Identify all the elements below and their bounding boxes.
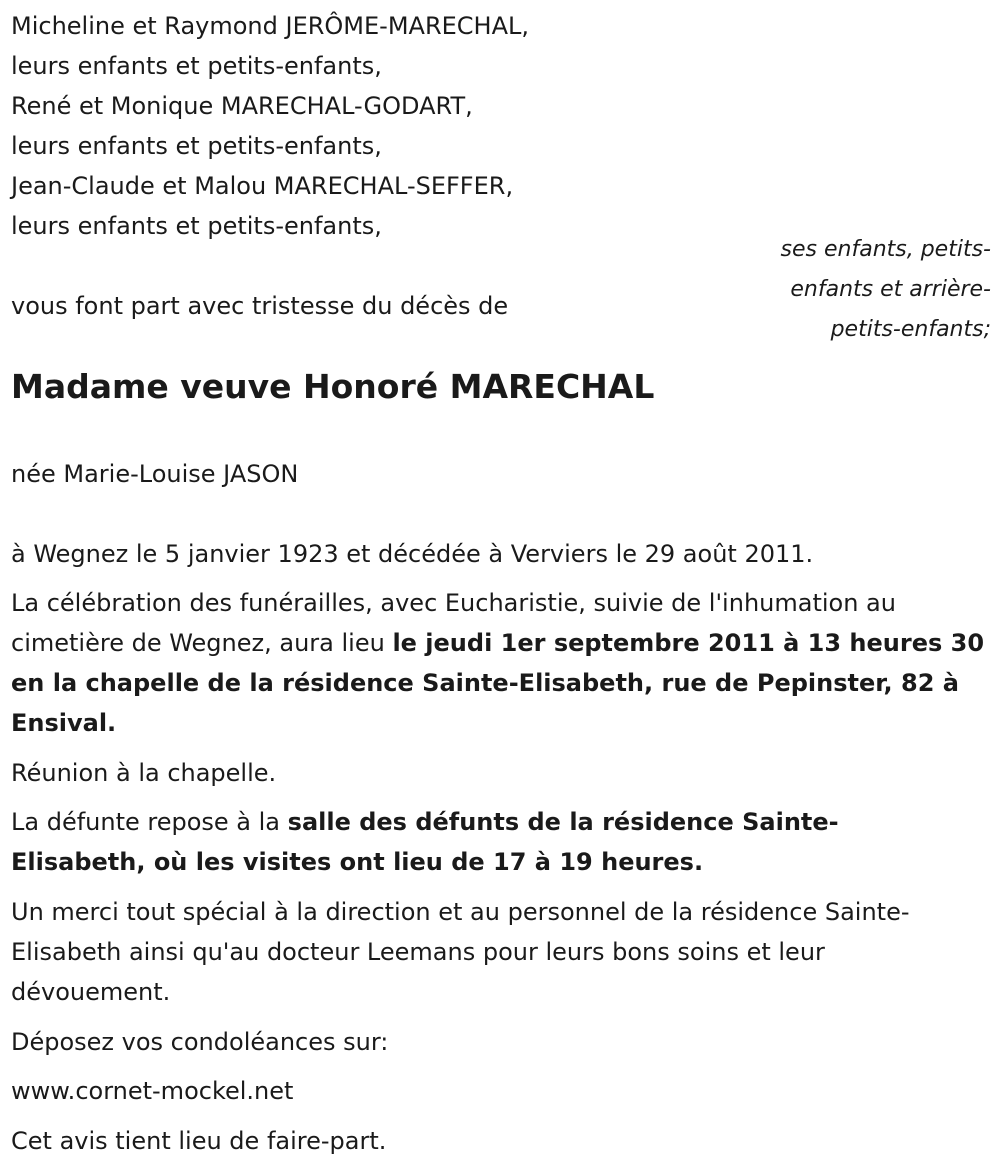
thanks-paragraph: Un merci tout spécial à la direction et au personnel de la résidence Sainte-Elisabeth ainsi qu'au docteur Leemans pour leurs bons soins et leur dévouement. (11, 898, 910, 1006)
family-line-6: leurs enfants et petits-enfants, (11, 212, 382, 240)
announcement-text: vous font part avec tristesse du décès de (11, 292, 509, 320)
reunion-text: Réunion à la chapelle. (11, 759, 277, 787)
closing-note: Cet avis tient lieu de faire-part. (11, 1127, 387, 1155)
family-line-2: leurs enfants et petits-enfants, (11, 52, 382, 80)
rest-paragraph (11, 802, 931, 882)
side-note-descendants: ses enfants, petits- enfants et arrière- petits-enfants; (780, 237, 991, 342)
condolences-website[interactable]: www.cornet-mockel.net (11, 1077, 294, 1105)
family-line-1: Micheline et Raymond JERÔME-MARECHAL, (11, 12, 530, 40)
family-line-3: René et Monique MARECHAL-GODART, (11, 92, 473, 120)
deceased-name: Madame veuve Honoré MARECHAL (11, 367, 655, 406)
rest-location: salle des défunts de la résidence Sainte-Elisabeth, où les visites ont lieu de 17 à 19 heures. (11, 808, 839, 876)
rest-intro: La défunte repose à la (11, 808, 288, 836)
funeral-intro: La célébration des funérailles, avec Eucharistie, suivie de l'inhumation au cimetière de Wegnez, aura lieu (11, 589, 896, 657)
family-line-4: leurs enfants et petits-enfants, (11, 132, 382, 160)
funeral-time-place: le jeudi 1er septembre 2011 à 13 heures 30 en la chapelle de la résidence Sainte-Elisabeth, rue de Pepinster, 82 à Ensival. (11, 629, 985, 737)
birth-name: née Marie-Louise JASON (11, 460, 299, 488)
condolences-label: Déposez vos condoléances sur: (11, 1028, 389, 1056)
birth-death-dates: à Wegnez le 5 janvier 1923 et décédée à Verviers le 29 août 2011. (11, 540, 814, 568)
funeral-paragraph (11, 583, 996, 743)
family-line-5: Jean-Claude et Malou MARECHAL-SEFFER, (11, 172, 514, 200)
